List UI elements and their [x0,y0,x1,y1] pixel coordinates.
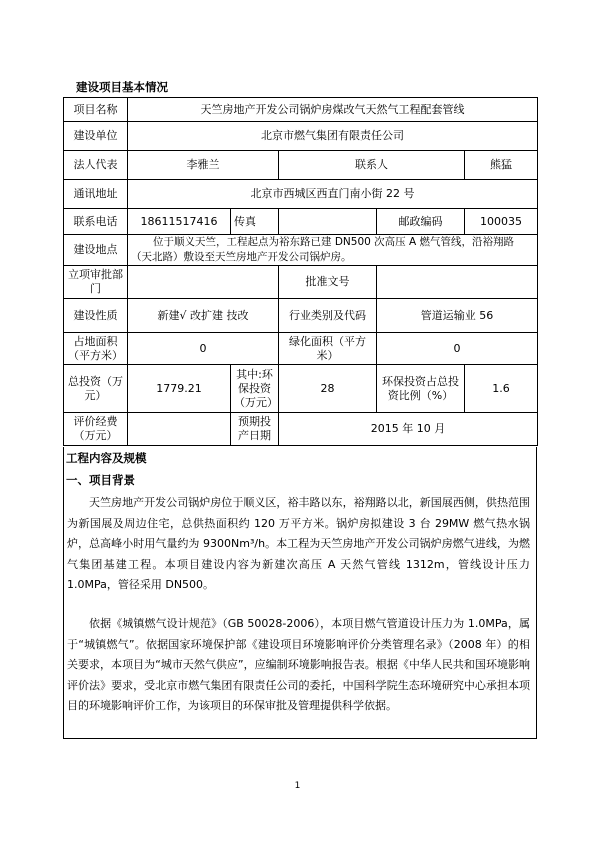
fax-label: 传真 [231,209,279,235]
page-title: 建设项目基本情况 [76,80,168,94]
builder-value: 北京市燃气集团有限责任公司 [128,122,538,151]
approval-dept-value [128,266,279,299]
page-number: 1 [294,781,301,791]
postcode-label: 邮政编码 [377,209,465,235]
row-fee [64,413,538,446]
content-heading: 工程内容及规模 [66,451,147,465]
env-invest-value: 28 [279,365,377,413]
fax-value [279,209,377,235]
section-background-heading: 一、项目背景 [66,473,135,487]
project-name-label: 项目名称 [64,98,128,122]
green-area-value: 0 [377,333,538,365]
postcode-value: 100035 [465,209,538,235]
operation-date-value: 2015 年 10 月 [279,413,538,446]
land-area-label: 占地面积（平方米） [64,333,128,365]
eval-fee-value [128,413,231,446]
approval-no-label: 批准文号 [279,266,377,299]
nature-value: 新建√ 改扩建 技改 [128,299,279,333]
operation-date-label: 预期投产日期 [231,413,279,446]
row-legal-rep [64,151,538,180]
row-project-name [64,98,538,122]
row-approval [64,266,538,299]
address-value: 北京市西城区西直门南小街 22 号 [128,180,538,209]
location-value: 位于顺义天竺，工程起点为裕东路已建 DN500 次高压 A 燃气管线，沿裕翔路（天北路）敷设至天竺房地产开发公司锅炉房。 [128,235,538,266]
approval-no-value [377,266,538,299]
builder-label: 建设单位 [64,122,128,151]
eval-fee-label: 评价经费（万元） [64,413,128,446]
legal-rep-value: 李雅兰 [128,151,279,180]
paragraph-2-text: 依据《城镇燃气设计规范》（GB 50028-2006），本项目燃气管道设计压力为 1.0MPa，属于“城镇燃气”。依据国家环境保护部《建设项目环境影响评价分类管理名录》（2008 年）的相关要求，本项目为“城市天然气供应”，应编制环境影响报告表。根据《中华人民共和国环境影响评价法》要求，受北京市燃气集团有限责任公司的委托，中国科学院生态环境研究中心承担本项目的环境影响评价工作，为该项目的环保审批及管理提供科学依据。 [67,617,530,712]
green-area-label: 绿化面积（平方米） [279,333,377,365]
contact-label: 联系人 [279,151,465,180]
project-name-value: 天竺房地产开发公司锅炉房煤改气天然气工程配套管线 [128,98,538,122]
approval-dept-label: 立项审批部门 [64,266,128,299]
background-paragraph-1 [67,493,530,596]
row-builder [64,122,538,151]
env-invest-label: 其中:环保投资（万元） [231,365,279,413]
row-location [64,235,538,266]
background-paragraph-2 [67,614,530,717]
total-invest-value: 1779.21 [128,365,231,413]
row-area [64,333,538,365]
project-info-table [63,97,538,446]
address-label: 通讯地址 [64,180,128,209]
total-invest-label: 总投资（万元） [64,365,128,413]
legal-rep-label: 法人代表 [64,151,128,180]
industry-label: 行业类别及代码 [279,299,377,333]
row-investment [64,365,538,413]
phone-label: 联系电话 [64,209,128,235]
industry-value: 管道运输业 56 [377,299,538,333]
row-address [64,180,538,209]
nature-label: 建设性质 [64,299,128,333]
contact-value: 熊猛 [465,151,538,180]
land-area-value: 0 [128,333,279,365]
row-phone [64,209,538,235]
paragraph-1-text: 天竺房地产开发公司锅炉房位于顺义区，裕丰路以东，裕翔路以北，新国展西侧，供热范围为新国展及周边住宅，总供热面积约 120 万平方米。锅炉房拟建设 3 台 29MW 燃气热水锅炉，总高峰小时用气量约为 9300Nm³/h。本工程为天竺房地产开发公司锅炉房燃气进线，为燃气集团基建工程。本项目建设内容为新建次高压 A 天然气管线 1312m，管线设计压力 1.0MPa，管径采用 DN500。 [67,496,530,591]
env-ratio-value: 1.6 [465,365,538,413]
env-ratio-label: 环保投资占总投资比例（%） [377,365,465,413]
location-label: 建设地点 [64,235,128,266]
phone-value: 18611517416 [128,209,231,235]
row-nature [64,299,538,333]
